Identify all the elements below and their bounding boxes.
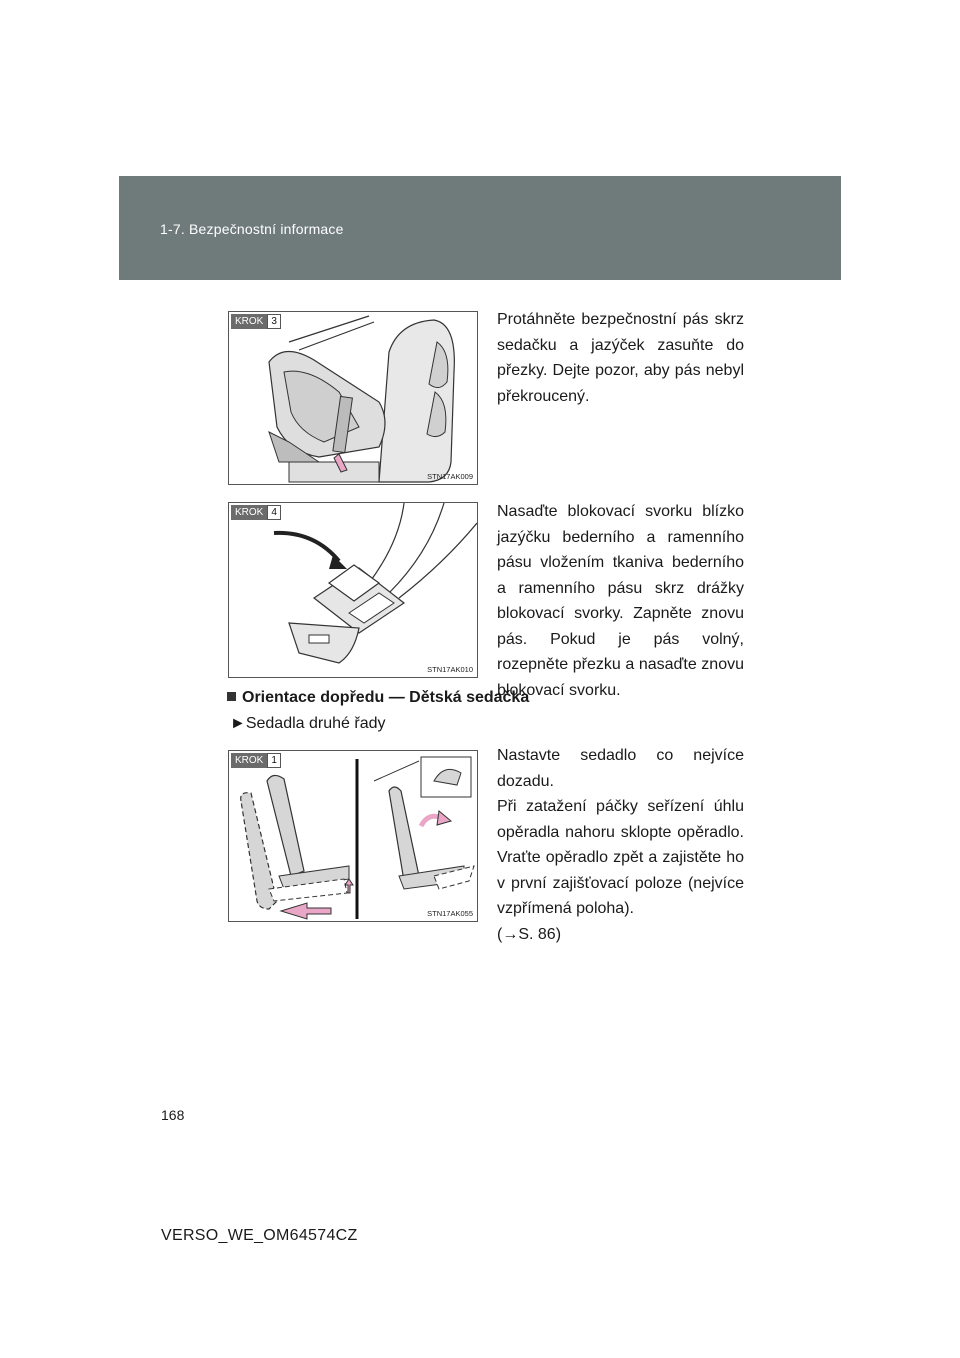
figure-step-3 bbox=[228, 311, 478, 485]
step-1-line-a: Nastavte sedadlo co nejvíce dozadu. bbox=[497, 747, 744, 790]
square-bullet-icon bbox=[227, 692, 236, 701]
step-badge: KROK 3 bbox=[231, 314, 281, 329]
header-band bbox=[119, 176, 841, 280]
figure-code: STN17AK009 bbox=[427, 472, 473, 481]
figure-code: STN17AK010 bbox=[427, 665, 473, 674]
step-4-text: Nasaďte blokovací svorku blízko jazýčku bederního a ramenního pásu vložením tkaniva bederního a ramenního pásu skrz drážky blokovací svorky. Zapněte znovu pás. Pokud je pás volný, rozepněte přezku a nasaďte znovu blokovací svorku. bbox=[497, 503, 744, 699]
document-code: VERSO_WE_OM64574CZ bbox=[161, 1227, 358, 1244]
step-badge: KROK 4 bbox=[231, 505, 281, 520]
page-reference: (→S. 86) bbox=[497, 925, 562, 943]
child-seat-illustration bbox=[229, 312, 477, 484]
figure-step-1 bbox=[228, 750, 478, 922]
step-1-line-b: Při zatažení páčky seřízení úhlu opěradla nahoru sklopte opěradlo. Vraťte opěradlo zpět a zajistěte ho v první zajišťovací poloze (nejvíce vzpřímená poloha). bbox=[497, 798, 744, 917]
figure-step-4 bbox=[228, 502, 478, 678]
page-number: 168 bbox=[161, 1107, 185, 1123]
seat-adjust-illustration bbox=[229, 751, 477, 921]
step-3-text: Protáhněte bezpečnostní pás skrz sedačku a jazýček zasuňte do přezky. Dejte pozor, aby pás nebyl překroucený. bbox=[497, 311, 744, 405]
step-1-text bbox=[497, 743, 744, 947]
locking-clip-illustration bbox=[229, 503, 477, 677]
section-heading: Orientace dopředu — Dětská sedačka bbox=[227, 689, 529, 707]
figure-code: STN17AK055 bbox=[427, 909, 473, 918]
step-badge: KROK 1 bbox=[231, 753, 281, 768]
section-title: 1-7. Bezpečnostní informace bbox=[160, 221, 344, 237]
subsection-label: ►Sedadla druhé řady bbox=[230, 715, 386, 732]
